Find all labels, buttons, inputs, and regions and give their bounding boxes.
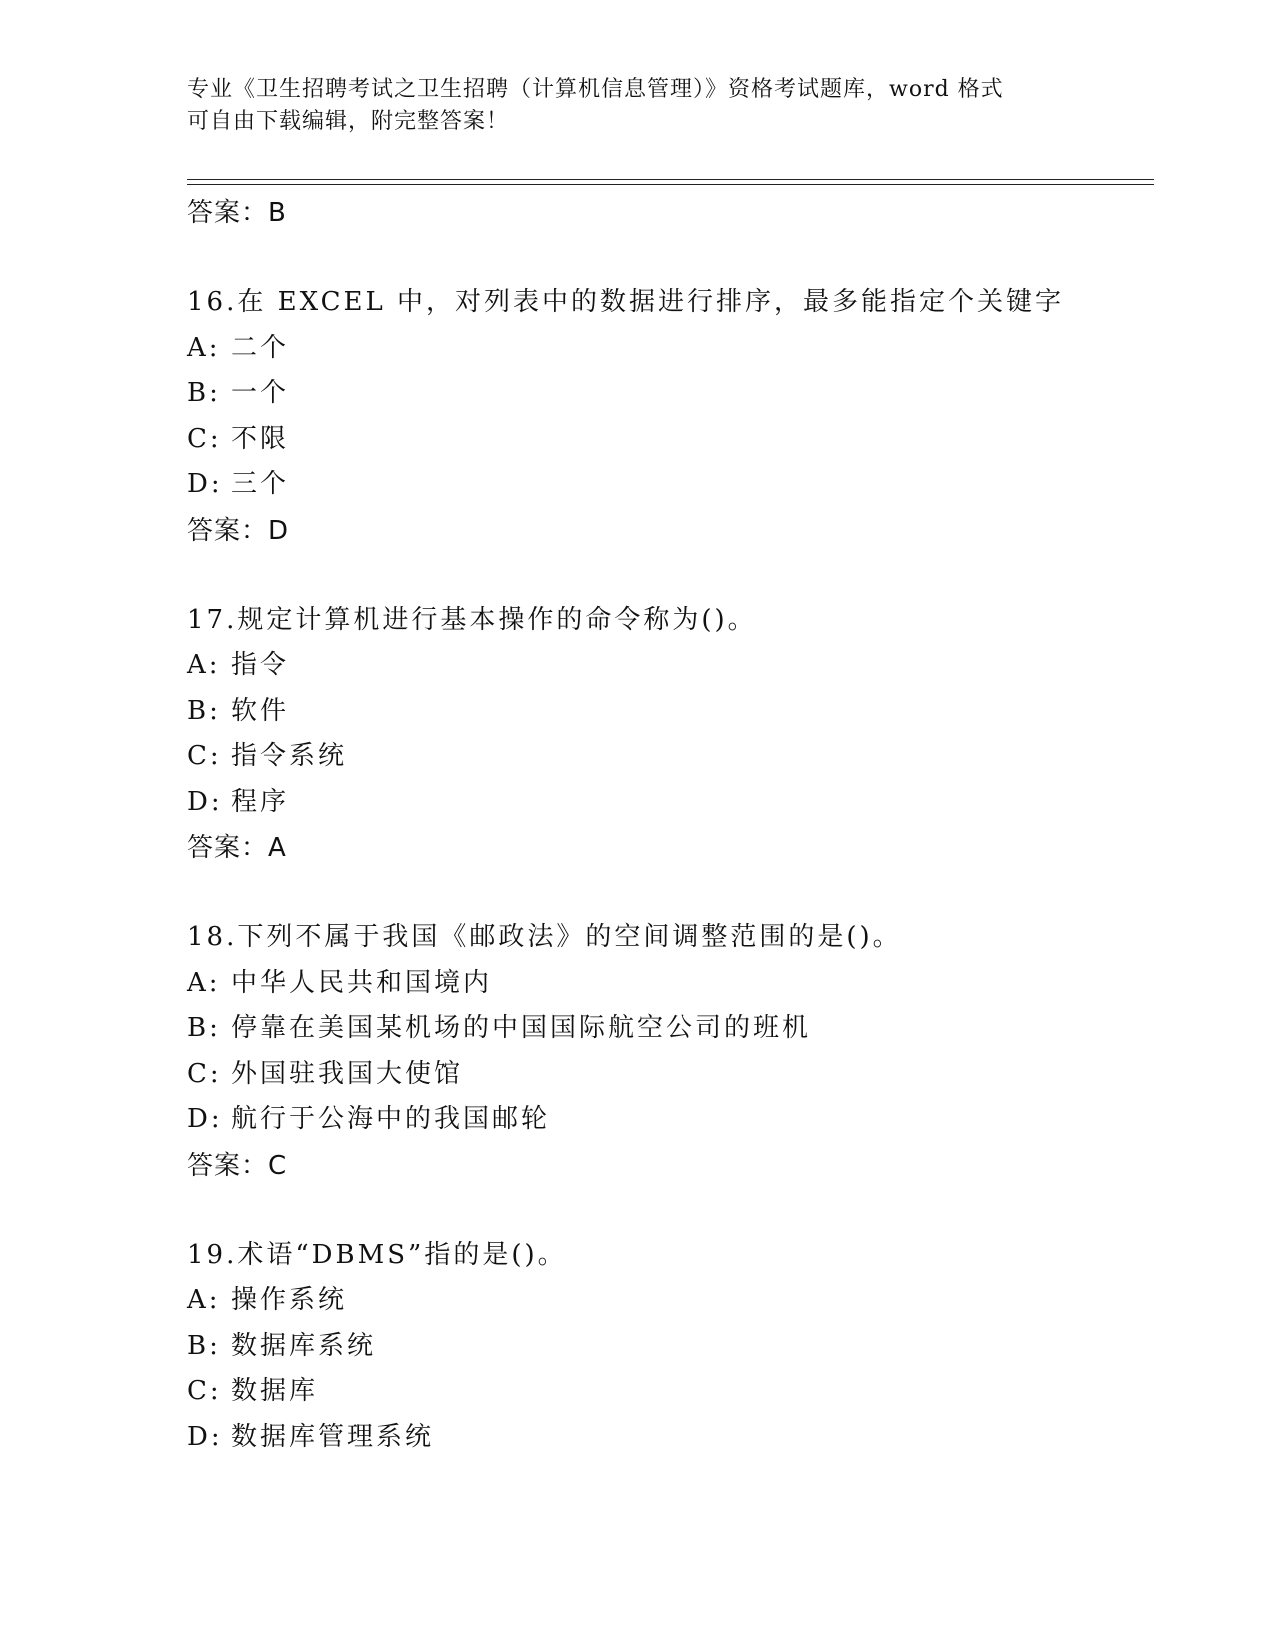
option-d [187, 1097, 1167, 1143]
option-letter: B: [187, 1013, 221, 1043]
option-text: 航行于公海中的我国邮轮 [231, 1104, 551, 1134]
option-letter: D: [187, 1104, 223, 1134]
option-letter: B: [187, 695, 221, 726]
option-c [187, 1052, 1167, 1098]
question-text: 19.术语“DBMS”指的是()。 [187, 1239, 567, 1270]
option-b [187, 689, 1167, 735]
question-text: 17.规定计算机进行基本操作的命令称为()。 [187, 604, 757, 635]
option-letter: C: [187, 741, 222, 771]
option-text: 外国驻我国大使馆 [231, 1058, 464, 1089]
option-letter: A: [187, 967, 221, 998]
option-text: 数据库系统 [231, 1330, 377, 1361]
option-b [187, 371, 1167, 417]
option-c [187, 1369, 1167, 1415]
option-text: 数据库 [231, 1376, 319, 1406]
option-letter: A: [187, 332, 221, 363]
option-b [187, 1006, 1167, 1052]
option-a [187, 643, 1167, 689]
option-text: 二个 [231, 332, 290, 363]
option-a [187, 326, 1167, 372]
header-line-2: 可自由下载编辑，附完整答案！ [187, 109, 510, 134]
question-text: 16.在 EXCEL 中，对列表中的数据进行排序，最多能指定个关键字 [187, 287, 1065, 317]
option-a [187, 961, 1167, 1007]
option-text: 一个 [231, 378, 290, 408]
option-letter: B: [187, 1330, 221, 1361]
header-divider-bottom [187, 184, 1154, 185]
option-text: 指令 [231, 650, 290, 680]
question-19 [187, 1233, 1167, 1461]
option-text: 程序 [231, 786, 290, 817]
answer-line: 答案：D [187, 515, 290, 546]
option-b [187, 1324, 1167, 1370]
option-text: 中华人民共和国境内 [231, 967, 493, 998]
option-letter: D: [187, 786, 223, 817]
option-letter: A: [187, 650, 221, 680]
question-text: 18.下列不属于我国《邮政法》的空间调整范围的是()。 [187, 922, 902, 952]
option-letter: D: [187, 469, 223, 499]
option-letter: B: [187, 378, 221, 408]
option-letter: C: [187, 423, 222, 454]
option-text: 指令系统 [231, 741, 348, 771]
question-17 [187, 598, 1167, 872]
option-a [187, 1278, 1167, 1324]
option-c [187, 734, 1167, 780]
question-list [187, 190, 1167, 1460]
option-c [187, 417, 1167, 463]
option-text: 停靠在美国某机场的中国国际航空公司的班机 [231, 1013, 812, 1043]
header-line-1: 专业《卫生招聘考试之卫生招聘（计算机信息管理）》资格考试题库，word 格式 [187, 77, 1004, 102]
option-letter: A: [187, 1285, 221, 1315]
option-text: 操作系统 [231, 1285, 348, 1315]
option-letter: C: [187, 1376, 222, 1406]
option-d [187, 780, 1167, 826]
option-d [187, 1415, 1167, 1461]
option-text: 三个 [231, 469, 290, 499]
option-text: 不限 [231, 423, 290, 454]
option-text: 软件 [231, 695, 290, 726]
option-letter: D: [187, 1421, 223, 1452]
header-divider-top [187, 179, 1154, 180]
document-header [187, 74, 1087, 138]
answer-line: 答案：B [187, 198, 287, 228]
question-18 [187, 915, 1167, 1189]
option-letter: C: [187, 1058, 222, 1089]
option-text: 数据库管理系统 [231, 1421, 435, 1452]
question-16 [187, 280, 1167, 554]
option-d [187, 462, 1167, 508]
answer-line: 答案：A [187, 833, 287, 863]
answer-line: 答案：C [187, 1150, 288, 1181]
